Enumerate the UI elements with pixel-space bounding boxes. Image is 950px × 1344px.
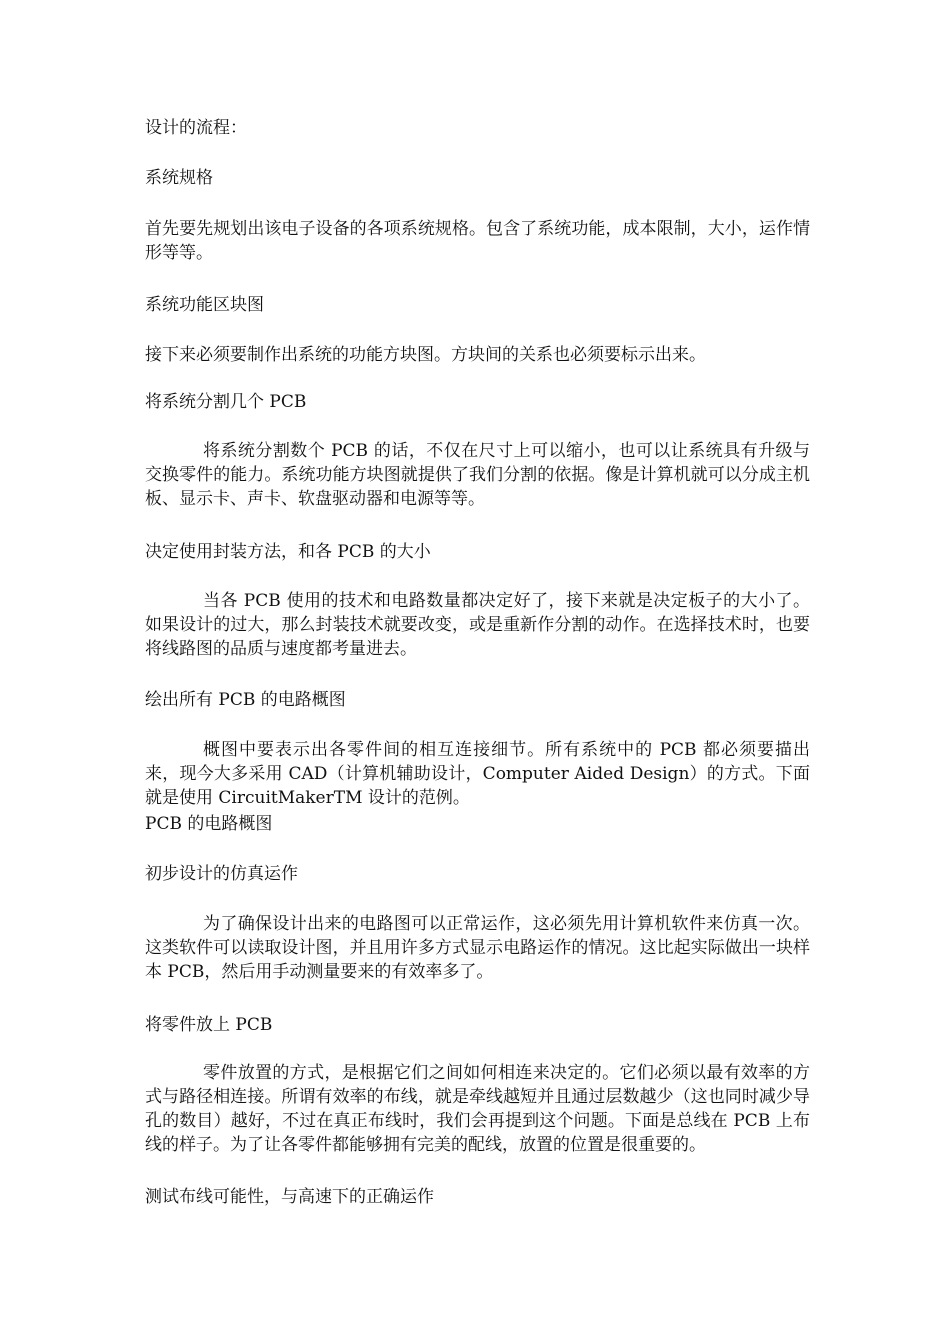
section-body-system-spec: 首先要先规划出该电子设备的各项系统规格。包含了系统功能，成本限制，大小，运作情形等等。 xyxy=(145,219,810,263)
section-body-split-pcb: 将系统分割数个 PCB 的话，不仅在尺寸上可以缩小，也可以让系统具有升级与交换零件的能力。系统功能方块图就提供了我们分割的依据。像是计算机就可以分成主机板、显示卡、声卡、软盘驱动器和电源等等。 xyxy=(145,441,810,509)
section-heading-split-pcb: 将系统分割几个 PCB xyxy=(145,392,307,412)
section-heading-placement: 将零件放上 PCB xyxy=(145,1015,273,1035)
section-heading-simulation: 初步设计的仿真运作 xyxy=(145,864,298,884)
section-heading-system-spec: 系统规格 xyxy=(145,168,213,188)
document-title: 设计的流程： xyxy=(145,118,247,138)
section-heading-routing-test: 测试布线可能性，与高速下的正确运作 xyxy=(145,1187,434,1207)
section-heading-packaging: 决定使用封装方法，和各 PCB 的大小 xyxy=(145,542,431,562)
section-body-schematic: 概图中要表示出各零件间的相互连接细节。所有系统中的 PCB 都必须要描出来，现今大多采用 CAD（计算机辅助设计，Computer Aided Design）的方式。下面就是使用 CircuitMakerTM 设计的范例。 xyxy=(145,740,810,808)
section-heading-function-block: 系统功能区块图 xyxy=(145,295,264,315)
section-heading-schematic: 绘出所有 PCB 的电路概图 xyxy=(145,690,346,710)
section-body-packaging: 当各 PCB 使用的技术和电路数量都决定好了，接下来就是决定板子的大小了。如果设计的过大，那么封装技术就要改变，或是重新作分割的动作。在选择技术时，也要将线路图的品质与速度都考量进去。 xyxy=(145,591,810,659)
section-body-placement: 零件放置的方式，是根据它们之间如何相连来决定的。它们必须以最有效率的方式与路径相连接。所谓有效率的布线，就是牵线越短并且通过层数越少（这也同时减少导孔的数目）越好，不过在真正布线时，我们会再提到这个问题。下面是总线在 PCB 上布线的样子。为了让各零件都能够拥有完美的配线，放置的位置是很重要的。 xyxy=(145,1063,810,1155)
section-body-simulation: 为了确保设计出来的电路图可以正常运作，这必须先用计算机软件来仿真一次。这类软件可以读取设计图，并且用许多方式显示电路运作的情况。这比起实际做出一块样本 PCB，然后用手动测量要来的有效率多了。 xyxy=(145,914,810,982)
section-body-function-block: 接下来必须要制作出系统的功能方块图。方块间的关系也必须要标示出来。 xyxy=(145,345,706,365)
schematic-caption: PCB 的电路概图 xyxy=(145,814,273,834)
